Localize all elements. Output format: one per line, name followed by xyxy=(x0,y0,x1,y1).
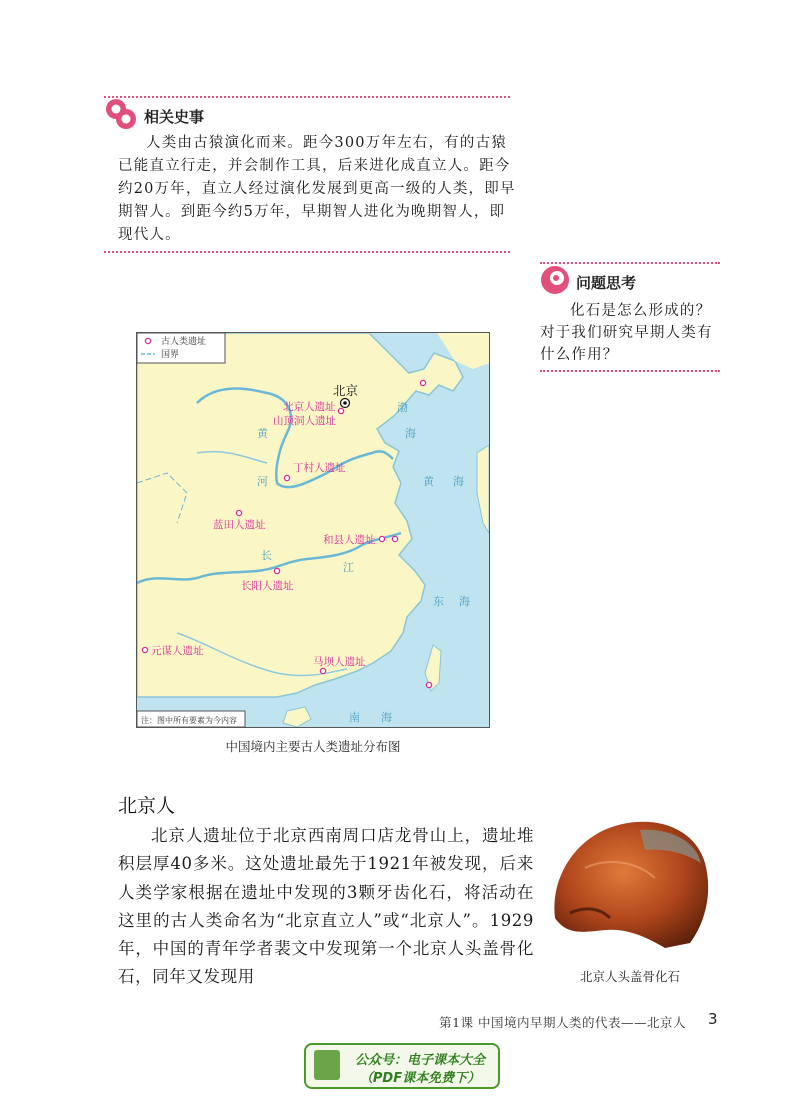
label-nanhai-1: 南 xyxy=(349,711,360,724)
skull-fossil-image xyxy=(545,808,715,953)
label-donghai-2: 海 xyxy=(459,595,470,608)
label-changjiang-1: 长 xyxy=(261,549,272,562)
site-label-shandingdong: 山顶洞人遗址 xyxy=(273,415,336,427)
think-title: 问题思考 xyxy=(576,274,637,292)
legend-site-label: 古人类遗址 xyxy=(161,337,207,347)
site-marker-northeast xyxy=(420,380,425,385)
label-bohai-2: 海 xyxy=(405,427,416,440)
site-label-lantian: 蓝田人遗址 xyxy=(213,519,266,531)
skull-caption: 北京人头盖骨化石 xyxy=(579,969,680,984)
ancient-sites-map xyxy=(136,332,490,728)
legend-border-label: 国界 xyxy=(161,350,180,360)
map-capital-label: 北京 xyxy=(333,383,359,398)
question-icon xyxy=(540,265,570,295)
related-line-4: 期智人。到距今约5万年，早期智人进化为晚期智人，即 xyxy=(118,204,506,220)
site-marker-beijing xyxy=(338,408,343,413)
section-paragraph: 北京人遗址位于北京西南周口店龙骨山上，遗址堆积层厚40多米。这处遗址最先于1921年被发现，后来人类学家根据在遗址中发现的3颗牙齿化石，将活动在这里的古人类命名为“北京直立人”或“北京人”。1929年，中国的青年学者裴文中发现第一个北京人头盖骨化石，同年又发现用 xyxy=(118,826,534,987)
top-dotted-rule xyxy=(104,96,510,98)
think-line-2: 对于我们研究早期人类有 xyxy=(540,325,713,341)
legend-site-symbol xyxy=(145,338,150,343)
site-marker-yuanmou xyxy=(142,647,147,652)
map-caption: 中国境内主要古人类遗址分布图 xyxy=(225,739,401,754)
map-note: 注：图中所有要素为今内容 xyxy=(141,716,237,725)
site-marker-east xyxy=(392,536,397,541)
lesson-footer: 第1课 中国境内早期人类的代表——北京人 xyxy=(439,1015,686,1030)
think-top-rule xyxy=(540,262,720,264)
label-nanhai-2: 海 xyxy=(381,711,392,724)
label-huanghe-2: 河 xyxy=(257,475,268,488)
related-line-5: 现代人。 xyxy=(118,227,181,243)
site-label-changyang: 长阳人遗址 xyxy=(241,580,294,592)
label-huanghai-2: 海 xyxy=(453,475,464,488)
section-heading: 北京人 xyxy=(118,795,176,817)
banner-line-1: 公众号：电子课本大全 xyxy=(354,1053,485,1068)
site-marker-hexian xyxy=(379,536,384,541)
related-line-2: 已能直立行走，并会制作工具，后来进化成直立人。距今 xyxy=(118,158,511,174)
label-bohai-1: 渤 xyxy=(397,401,408,414)
site-marker-dingcun xyxy=(284,475,289,480)
site-label-yuanmou: 元谋人遗址 xyxy=(151,645,204,657)
think-bottom-rule xyxy=(540,370,720,372)
site-label-beijing: 北京人遗址 xyxy=(283,401,336,413)
related-history-icon xyxy=(104,97,138,131)
think-line-1: 化石是怎么形成的？ xyxy=(570,303,712,319)
banner-line-2: （PDF课本免费下） xyxy=(359,1071,481,1086)
related-line-3: 约20万年，直立人经过演化发展到更高一级的人类，即早 xyxy=(118,181,516,197)
site-label-hexian: 和县人遗址 xyxy=(323,534,376,546)
related-history-title: 相关史事 xyxy=(144,108,205,126)
site-marker-lantian xyxy=(236,510,241,515)
label-huanghe-1: 黄 xyxy=(257,427,268,440)
site-marker-changyang xyxy=(274,568,279,573)
site-label-maba: 马坝人遗址 xyxy=(313,656,366,668)
page-number: 3 xyxy=(708,1010,718,1028)
label-donghai-1: 东 xyxy=(433,595,444,608)
book-icon xyxy=(314,1050,340,1080)
site-marker-maba xyxy=(320,668,325,673)
related-line-1: 人类由古猿演化而来。距今300万年左右，有的古猿 xyxy=(146,135,507,151)
site-label-dingcun: 丁村人遗址 xyxy=(293,462,346,474)
label-changjiang-2: 江 xyxy=(343,561,354,574)
watermark-banner xyxy=(304,1043,500,1089)
label-huanghai-1: 黄 xyxy=(423,475,434,488)
bottom-dotted-rule xyxy=(104,251,510,253)
site-marker-taiwan xyxy=(426,682,431,687)
think-line-3: 什么作用？ xyxy=(540,347,619,363)
